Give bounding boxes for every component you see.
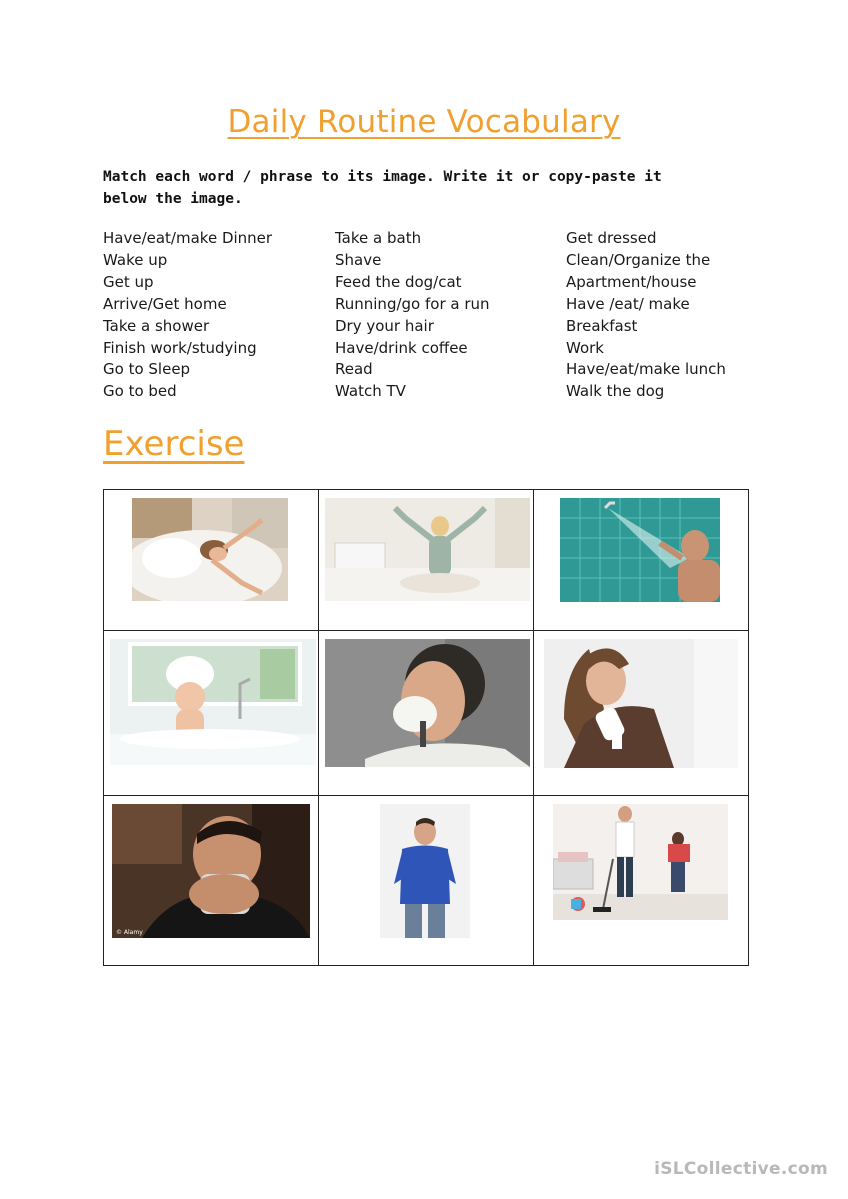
vocab-item: Feed the dog/cat — [335, 272, 462, 291]
vocab-item: Read — [335, 360, 373, 379]
vocabulary-column-1 — [103, 228, 272, 403]
vocab-item: Take a bath — [335, 229, 422, 247]
vocab-item: Dry your hair — [335, 316, 434, 335]
image-cell — [104, 796, 319, 966]
vocab-item: Have /eat/ make — [566, 294, 690, 313]
vocab-item: Have/eat/make lunch — [566, 360, 726, 379]
vocabulary-column-3 — [566, 228, 726, 403]
image-cell — [319, 631, 534, 796]
vocab-item: Shave — [335, 250, 382, 269]
man-getting-dressed-photo — [380, 804, 470, 938]
image-cell — [319, 796, 534, 966]
couple-cleaning-house-photo — [553, 804, 728, 920]
vocab-item: Breakfast — [566, 316, 638, 335]
man-shaving-photo — [325, 639, 530, 767]
image-cell — [104, 631, 319, 796]
vocab-item: Have/drink coffee — [335, 338, 468, 357]
exercise-heading: Exercise — [103, 424, 245, 464]
woman-stretching-on-bed-photo — [325, 498, 530, 601]
vocab-item: Get dressed — [566, 229, 657, 247]
vocab-item: Finish work/studying — [103, 338, 257, 357]
vocabulary-column-2 — [335, 228, 490, 403]
image-cell — [534, 490, 749, 631]
vocab-item: Have/eat/make Dinner — [103, 229, 273, 247]
instructions-text: Match each word / phrase to its image. Write it or copy-paste it below the image. — [103, 169, 662, 207]
worksheet-title: Daily Routine Vocabulary — [227, 104, 621, 140]
image-cell — [319, 490, 534, 631]
image-cell — [104, 490, 319, 631]
woman-drying-hair-photo — [544, 639, 738, 768]
baby-in-bath-photo — [110, 639, 316, 765]
vocab-item: Walk the dog — [566, 382, 665, 401]
vocab-item: Get up — [103, 272, 154, 291]
man-drinking-coffee-photo — [112, 804, 310, 938]
site-watermark: iSLCollective.com — [654, 1159, 828, 1179]
image-cell — [534, 631, 749, 796]
vocab-item: Go to Sleep — [103, 360, 191, 379]
vocab-item: Wake up — [103, 250, 168, 269]
vocab-item: Take a shower — [103, 316, 210, 335]
photo-credit: © Alamy — [116, 929, 143, 936]
woman-waking-in-bed-photo — [132, 498, 288, 601]
vocab-item: Go to bed — [103, 382, 177, 401]
vocab-item: Clean/Organize the — [566, 250, 711, 269]
vocab-item: Apartment/house — [566, 272, 697, 291]
vocab-item: Watch TV — [335, 382, 406, 401]
exercise-image-grid — [103, 489, 749, 966]
image-cell — [534, 796, 749, 966]
man-showering-photo — [560, 498, 720, 602]
vocab-item: Arrive/Get home — [103, 294, 227, 313]
vocab-item: Running/go for a run — [335, 294, 490, 313]
vocab-item: Work — [566, 338, 604, 357]
